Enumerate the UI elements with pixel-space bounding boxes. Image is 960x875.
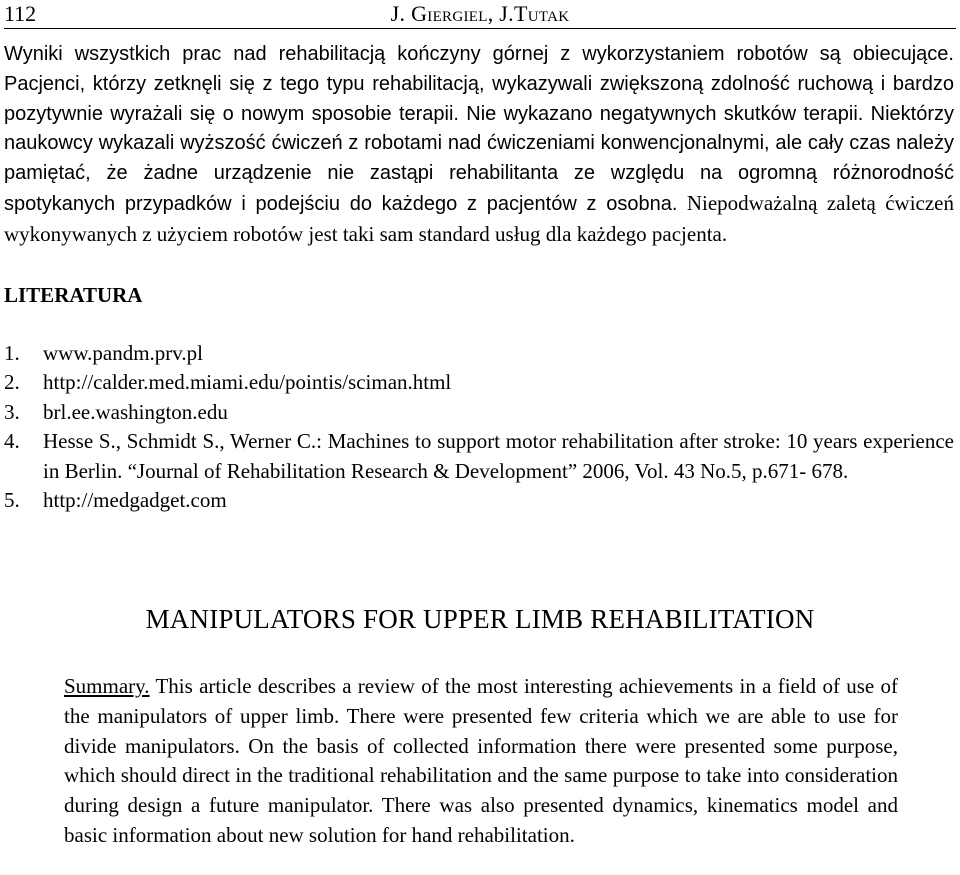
english-title: MANIPULATORS FOR UPPER LIMB REHABILITATION: [145, 604, 815, 634]
body-paragraph-sans: Wyniki wszystkich prac nad rehabilitacją kończyny górnej z wykorzystaniem robotów są obiecujące. Pacjenci, którzy zetknęli się z tego typu rehabilitacją, wykazywali zwiększoną zdolność ruchową i bardzo pozytywnie wyrażali się o nowym sposobie terapii. Nie wykazano negatywnych skutków terapii. Niektórzy naukowcy wykazali wyższość ćwiczeń z robotami nad ćwiczeniami konwencjonalnymi, ale cały czas należy pamiętać, że żadne urządzenie nie zastąpi rehabilitanta ze względu na ogromną różnorodność spotykanych przypadków i podejściu do każdego z pacjentów z osobna.: [4, 43, 954, 215]
reference-item: [4, 339, 954, 368]
summary-text: This article describes a review of the most interesting achievements in a field of use of the manipulators of upper limb. There were presented few criteria which we are able to use for divide manipulators. On the basis of collected information there were presented some purpose, which should direct in the traditional rehabilitation and the same purpose to take into consideration during design a future manipulator. There was also presented dynamics, kinematics model and basic information about new solution for hand rehabilitation.: [64, 674, 898, 847]
running-head-authors: J. Giergiel, J.Tutak: [390, 1, 570, 26]
reference-text: brl.ee.washington.edu: [43, 399, 228, 424]
literature-heading: LITERATURA: [4, 283, 143, 307]
reference-number: 5.: [4, 488, 20, 513]
reference-text: http://medgadget.com: [43, 488, 227, 513]
reference-number: 2.: [4, 370, 20, 395]
reference-item: [4, 427, 954, 486]
body-paragraph: [4, 40, 954, 251]
body-paragraph-serif: Niepodważalną zaletą ćwiczeń wykonywanych z użyciem robotów jest taki sam standard usług dla każdego pacjenta.: [4, 190, 955, 246]
reference-text: www.pandm.prv.pl: [43, 341, 204, 365]
reference-list: [4, 339, 954, 515]
reference-item: [4, 368, 954, 397]
page-header: [4, 0, 956, 29]
reference-text: Hesse S., Schmidt S., Werner C.: Machines to support motor rehabilitation after stroke: 10 years experience in Berlin. “Journal of Rehabilitation Research & Development” 2006, Vol. 43 No.5, p.671- 678.: [43, 429, 954, 483]
summary-label: Summary.: [64, 674, 150, 698]
summary-paragraph: [64, 672, 898, 851]
page-number: 112: [4, 1, 37, 26]
reference-item: [4, 398, 954, 427]
reference-number: 3.: [4, 399, 20, 424]
reference-number: 1.: [4, 341, 20, 365]
reference-text: http://calder.med.miami.edu/pointis/sciman.html: [43, 370, 452, 395]
reference-number: 4.: [4, 429, 20, 454]
reference-item: [4, 486, 954, 515]
